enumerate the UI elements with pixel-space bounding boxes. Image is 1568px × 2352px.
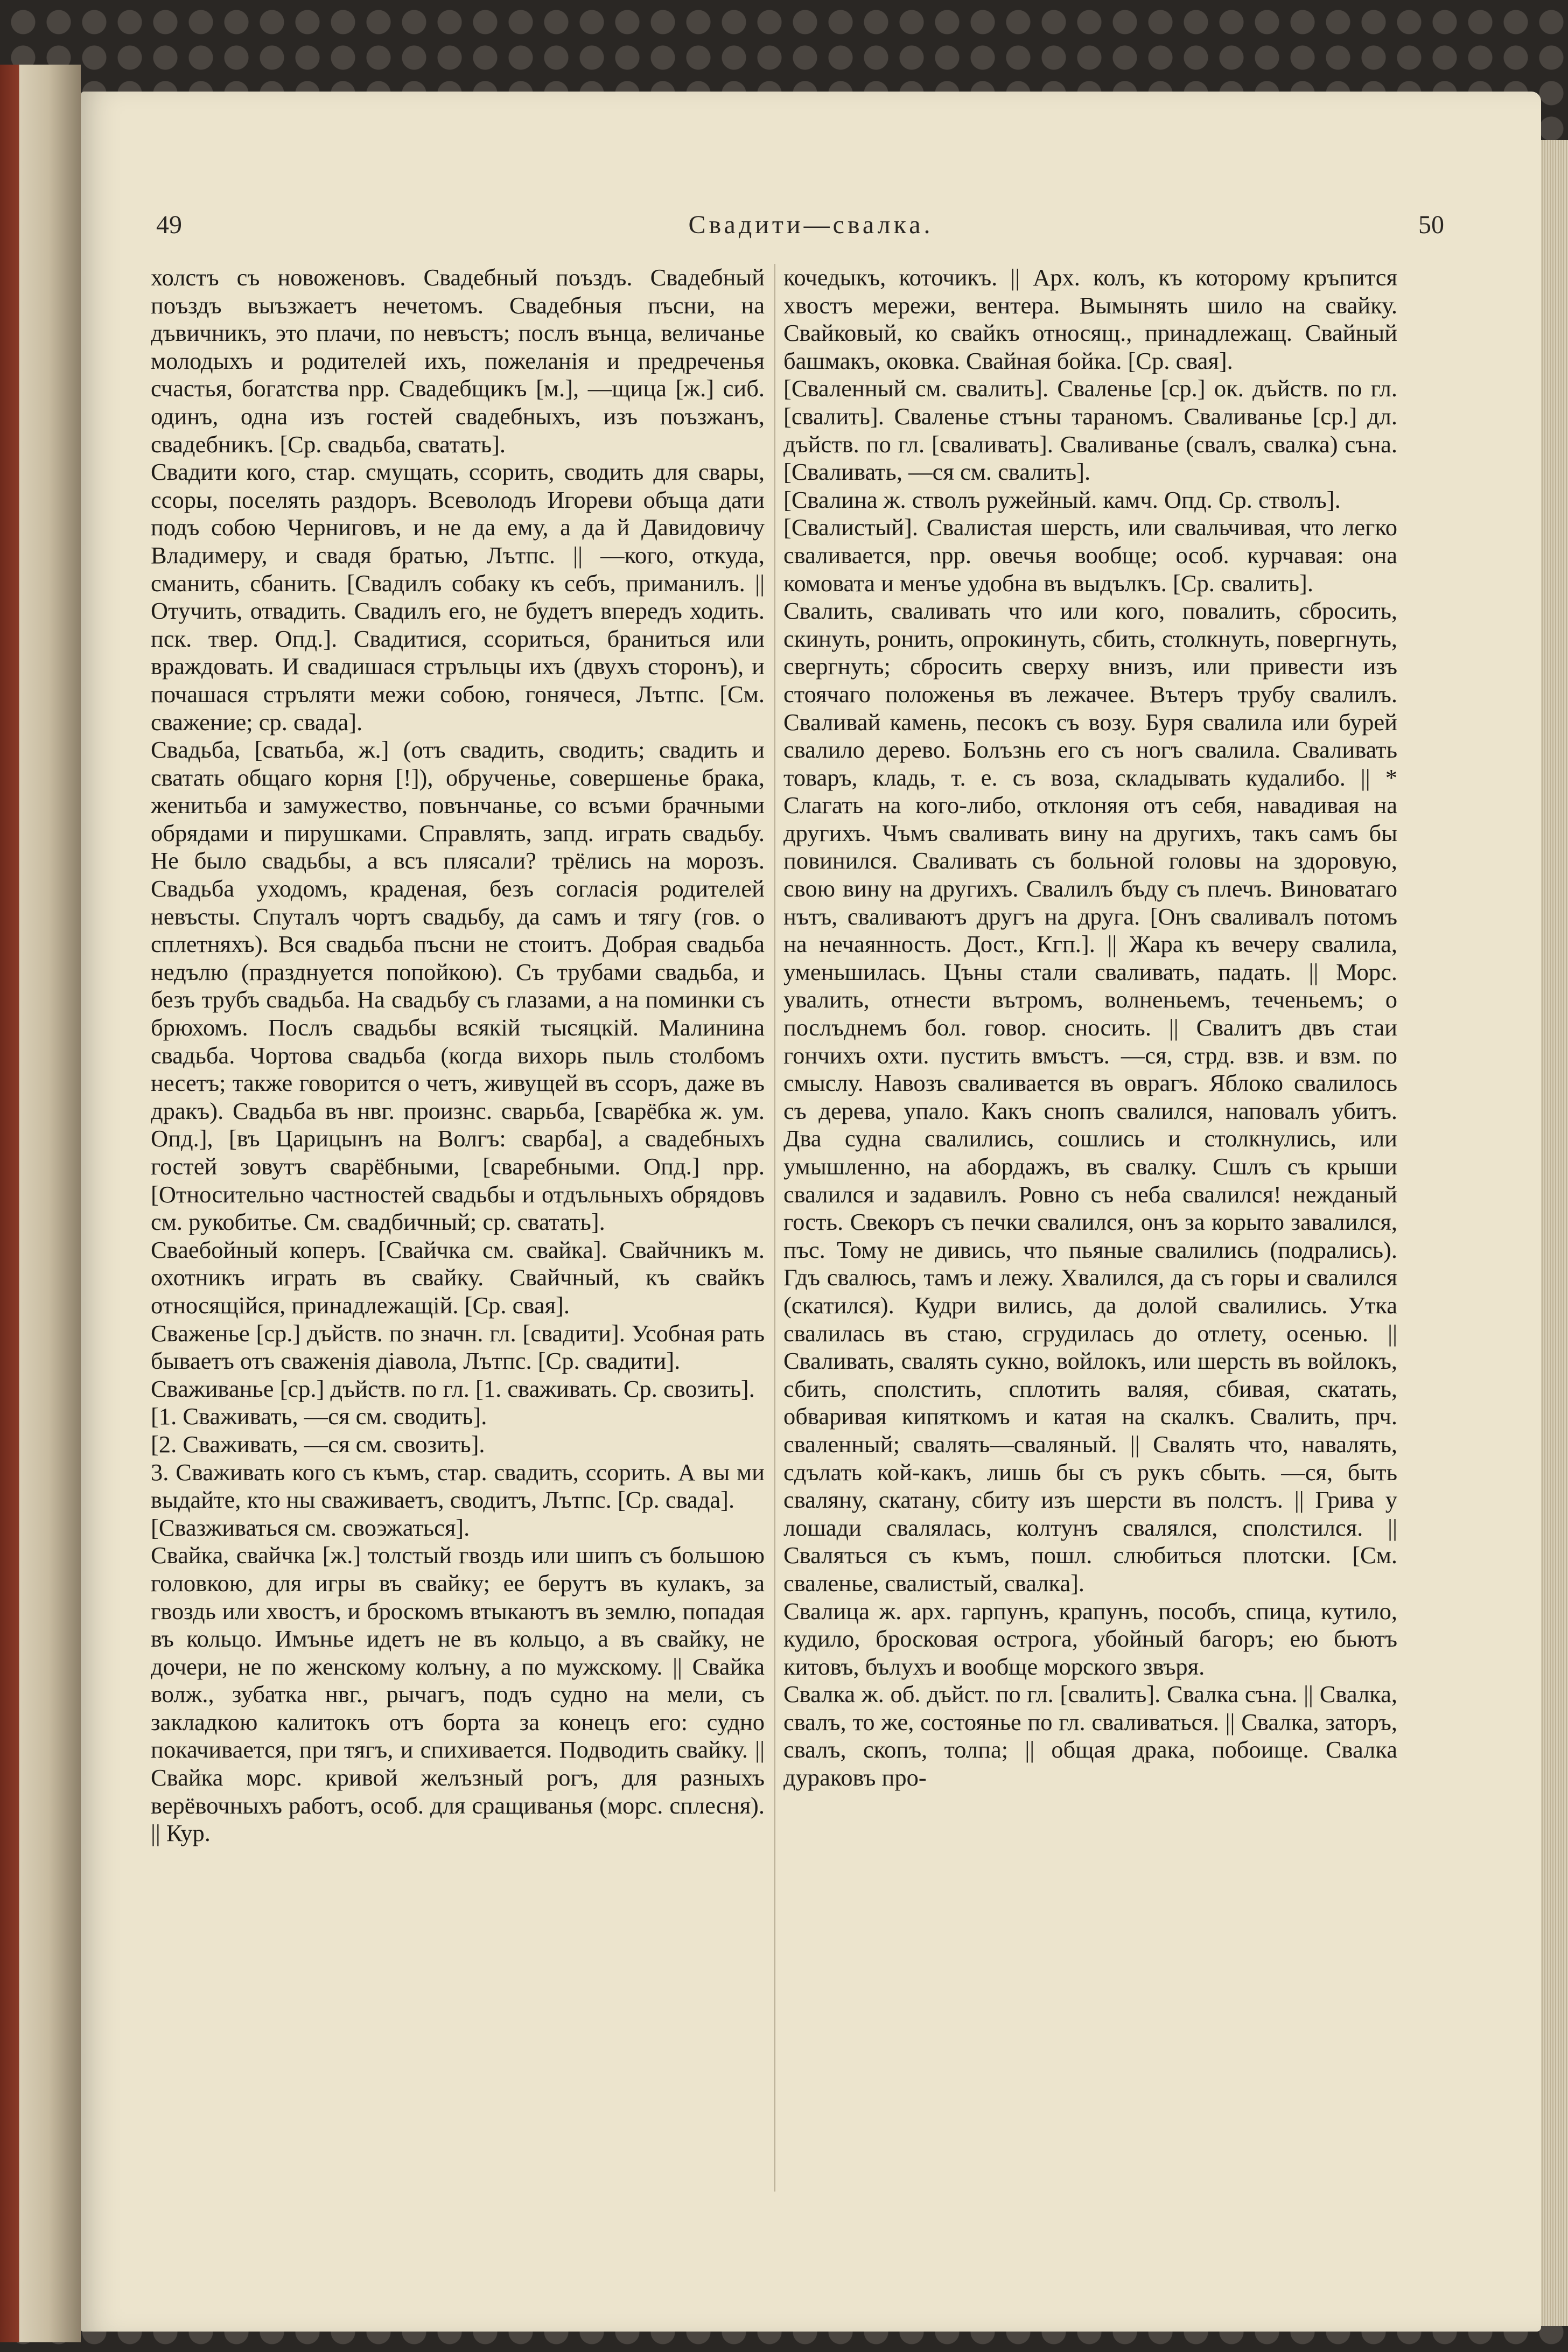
entry-svazhivat-1: [1. Сваживать, —ся см. сводить]. [151, 1403, 487, 1430]
entry-svaeboyny: Сваебойный коперъ. [Свайчка см. свайка]. Свайчникъ м. охотникъ играть въ свайку. Свайчный, къ свайкъ относящійся, принадлежащій. [Ср. свая]. [151, 1236, 765, 1319]
page-number-right: 50 [1418, 211, 1444, 239]
entry-svazhivanie: Сваживанье [ср.] дъйств. по гл. [1. сваживать. Ср. свозить]. [151, 1375, 755, 1402]
entry-svazhenie: Сваженье [ср.] дъйств. по значн. гл. [свадити]. Усобная рать бываетъ отъ сваженія діавола, Лътпс. [Ср. свадити]. [151, 1319, 765, 1375]
column-divider [774, 264, 775, 2192]
right-column [783, 264, 1397, 1792]
entry-svayka: Свайка, свайчка [ж.] толстый гвоздь или шипъ съ большою головкою, для игры въ свайку; ее берутъ въ кулакъ, за гвоздь или хвостъ, и броскомъ втыкаютъ въ землю, попадая въ кольцо. Имънье идетъ не въ кольцо, а въ свайку, не дочери, не по женскому колъну, а по мужскому. || Свайка волж., зубатка нвг., рычагъ, подъ судно на мели, съ закладкою калитокъ отъ борта за конецъ его: судно покачивается, при тягъ, и спихивается. Подводить свайку. || Свайка морс. кривой желъзный рогъ, для разныхъ верёвочныхъ работъ, особ. для сращиванья (морс. сплесня). || Кур. [151, 1542, 765, 1847]
entry-svalisty: [Свалистый]. Свалистая шерсть, или свальчивая, что легко сваливается, npp. овечья вообще; особ. курчавая: она комовата и менъе удобна въ выдълкъ. [Ср. свалить]. [783, 514, 1397, 597]
dictionary-page [81, 92, 1541, 2332]
entry-svalenny: [Сваленный см. свалить]. Сваленье [ср.] ок. дъйств. по гл. [свалить]. Сваленье стъны тараномъ. Сваливанье [ср.] дл. дъйств. по гл. [сваливать]. Сваливанье (свалъ, свалка) съна. [Сваливать, —ся см. свалить]. [783, 375, 1397, 486]
entry: холстъ съ новоженовъ. Свадебный поъздъ. Свадебный поъздъ выъзжаетъ нечетомъ. Свадебныя пъсни, на дъвичникъ, это плачи, по невъстъ; послъ вънца, величанье молодыхъ и родителей ихъ, пожеланія и предреченья счастья, богатства npp. Свадебщикъ [м.], —щица [ж.] сиб. одинъ, одна изъ гостей свадебныхъ, изъ поъзжанъ, свадебникъ. [Ср. свадьба, сватать]. [151, 264, 765, 458]
entry-svalitsa: Свалица ж. арх. гарпунъ, крапунъ, пособъ, спица, кутило, кудило, бросковая острога, убойный багоръ; ею бьютъ китовъ, бълухъ и вообще морского звъря. [783, 1597, 1397, 1680]
entry-continued: кочедыкъ, коточикъ. || Арх. колъ, къ которому кръпится хвостъ мережи, вентера. Вымынять шило на свайку. Свайковый, ко свайкъ относящ., принадлежащ. Свайный башмакъ, оковка. Свайная бойка. [Ср. свая]. [783, 264, 1397, 374]
entry-svalit: Свалить, сваливать что или кого, повалить, сбросить, скинуть, ронить, опрокинуть, сбить, столкнуть, повергнуть, свергнуть; сбросить сверху внизъ, или привести изъ стоячаго положенья въ лежачее. Вътеръ трубу свалилъ. Сваливай камень, песокъ съ возу. Буря свалила или бурей свалило дерево. Болъзнь его съ ногъ свалила. Сваливать товаръ, кладь, т. е. съ воза, складывать кудалибо. || * Слагать на кого-либо, отклоняя отъ себя, навадивая на другихъ. Чъмъ сваливать вину на другихъ, такъ самъ бы повинился. Сваливать съ больной головы на здоровую, свою вину на другихъ. Свалилъ бъду съ плечъ. Виноватаго нътъ, сваливаютъ другъ на друга. [Онъ сваливалъ потомъ на нечаянность. Дост., Кгп.]. || Жара къ вечеру свалила, уменьшилась. Цъны стали сваливать, падать. || Морс. увалить, отнести вътромъ, волненьемъ, теченьемъ; о послъднемъ бол. говор. сносить. || Свалитъ двъ стаи гончихъ охти. пустить вмъстъ. —ся, стрд. взв. и взм. по смыслу. Навозъ сваливается въ оврагъ. Яблоко свалилось съ дерева, упало. Какъ снопъ свалился, наповалъ убитъ. Два судна свалились, сошлись и столкнулись, или умышленно, на абордажъ, въ свалку. Сшлъ съ крыши свалился и задавилъ. Ровно съ неба свалился! нежданый гость. Свекоръ съ печки свалился, онъ за корыто завалился, пъс. Тому не дивись, что пьяные свалились (подрались). Гдъ свалюсь, тамъ и лежу. Хвалился, да съ горы и свалился (скатился). Кудри вились, да долой свалились. Утка свалилась въ стаю, сгрудилась до отлету, осенью. || Сваливать, свалять сукно, войлокъ, или шерсть въ войлокъ, сбить, сполстить, сплотить валяя, сбивая, скатать, обваривая кипяткомъ и катая на скалкъ. Свалить, прч. сваленный; свалять—сваляный. || Свалять что, навалять, сдълать кой-какъ, лишь бы съ рукъ сбыть. —ся, быть сваляну, скатану, сбиту изъ шерсти въ полстъ. || Грива у лошади свалялась, колтунъ свалялся, сполстился. || Сваляться съ къмъ, пошл. слюбиться плотски. [См. сваленье, свалистый, свалка]. [783, 597, 1397, 1597]
page-title: Свадити—свалка. [688, 211, 934, 239]
page-number-left: 49 [156, 211, 182, 239]
entry-svazhivat-2: [2. Сваживать, —ся см. свозить]. [151, 1430, 485, 1458]
entry-svazhivat-3: 3. Сваживать кого съ къмъ, стар. свадить, ссорить. А вы ми выдайте, кто ны сваживаетъ, сводитъ, Лътпс. [Ср. свада]. [151, 1458, 765, 1514]
book-left-edge [0, 65, 81, 2342]
entry-svalina: [Свалина ж. стволъ ружейный. камч. Опд. Ср. стволъ]. [783, 486, 1341, 513]
entry-svadba: Свадьба, [сватьба, ж.] (отъ свадить, сводить; свадить и сватать общаго корня [!]), обрученье, совершенье брака, женитьба и замужество, повънчанье, со всъми брачными обрядами и пирушками. Справлять, запд. играть свадьбу. Не было свадьбы, а всъ плясали? трёлись на морозъ. Свадьба уходомъ, краденая, безъ согласія родителей невъсты. Спуталъ чортъ свадьбу, да самъ и тягу (гов. о сплетняхъ). Вся свадьба пъсни не стоитъ. Добрая свадьба недълю (празднуется попойкою). Съ трубами свадьба, и безъ трубъ свадьба. На свадьбу съ глазами, а на поминки съ брюхомъ. Послъ свадьбы всякій тысяцкій. Малинина свадьба. Чортова свадьба (когда вихорь пыль столбомъ несетъ; также говорится о четъ, живущей въ ссоръ, даже въ дракъ). Свадьба въ нвг. произнс. сварьба, [сварёбка ж. ум. Опд.], [въ Царицынъ на Волгъ: сварба], а свадебныхъ гостей зовутъ сварёбными, [сваребными. Опд.] npp. [Относительно частностей свадьбы и отдъльныхъ обрядовъ см. рукобитье. См. свадбичный; ср. сватать]. [151, 736, 765, 1236]
running-header [81, 210, 1541, 253]
entry-svalka: Свалка ж. об. дъйст. по гл. [свалить]. Свалка съна. || Свалка, свалъ, то же, состоянье по гл. сваливаться. || Свалка, заторъ, свалъ, скопъ, толпа; || общая драка, побоище. Свалка дураковъ про- [783, 1681, 1397, 1791]
entry-svazzhivatsya: [Свазживаться см. своэжаться]. [151, 1514, 470, 1541]
page-stack-edge [1540, 140, 1568, 2326]
left-column [151, 264, 765, 1847]
entry-svaditi: Свадити кого, стар. смущать, ссорить, сводить для свары, ссоры, поселять раздоръ. Всеволодъ Игореви объща дати подъ собою Черниговъ, и не да ему, а да й Давидовичу Владимеру, и свадя братью, Лътпс. || —кого, откуда, сманить, сбанить. [Свадилъ собаку къ себъ, приманилъ. || Отучить, отвадить. Свадилъ его, не будетъ впередъ ходить. пск. твер. Опд.]. Свадитися, ссориться, браниться или враждовать. И свадишася стръльцы ихъ (двухъ сторонъ), и почашася стръляти межи собою, гонячеся, Лътпс. [См. сважение; ср. свада]. [151, 458, 765, 736]
